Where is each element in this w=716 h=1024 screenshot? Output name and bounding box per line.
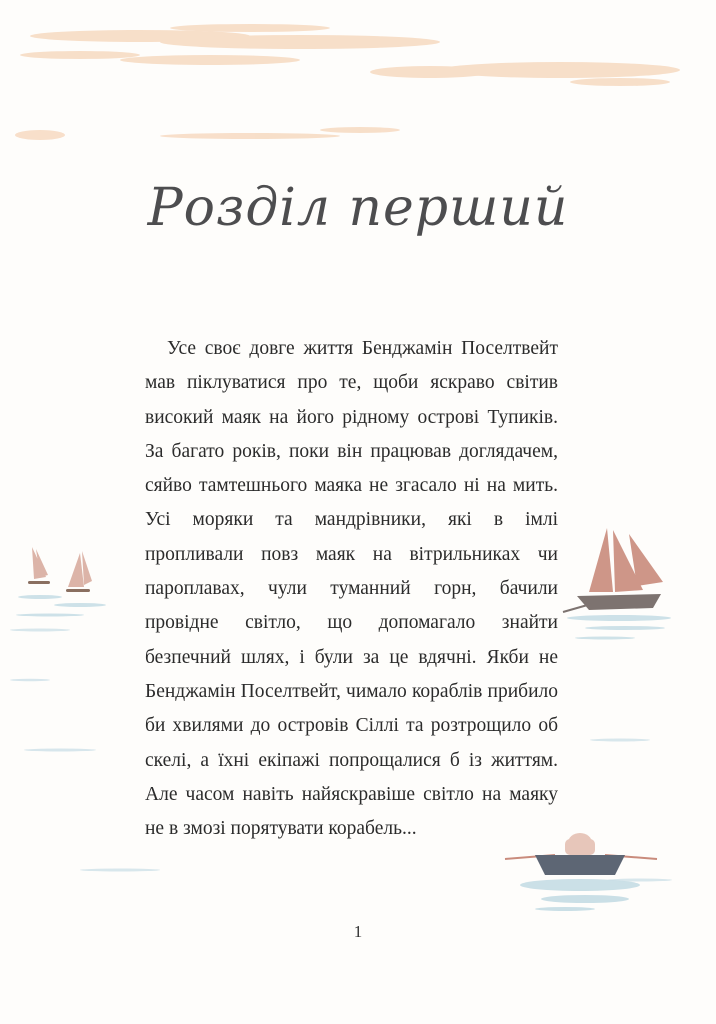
chapter-paragraph: Усе своє довге життя Бенджамін Поселтвейт мав піклуватися про те, щоби яскраво світив високий маяк на його рідному острові Тупиків. За багато років, поки він працював доглядачем, сяйво тамтешнього маяка не згасало ні на мить. Усі моряки та мандрівники, які в імлі пропливали повз маяк на вітрильниках чи пароплавах, чули туманний горн, бачили провідне світло, що допомагало знайти безпечний шлях, і були за це вдячні. Якби не Бенджамін Поселтвейт, чимало кораблів прибило би хвилями до островів Сіллі та розтрощило об скелі, а їхні екіпажі попрощалися б із життям. Але часом навіть найяскравіше світло на маяку не в змозі порятувати корабель... (145, 338, 558, 840)
sky-illustration (0, 0, 716, 170)
water-strokes-illustration (0, 620, 716, 920)
sailboats-illustration-left (10, 535, 130, 625)
chapter-title: Розділ перший (147, 178, 569, 238)
page-number: 1 (353, 922, 363, 941)
